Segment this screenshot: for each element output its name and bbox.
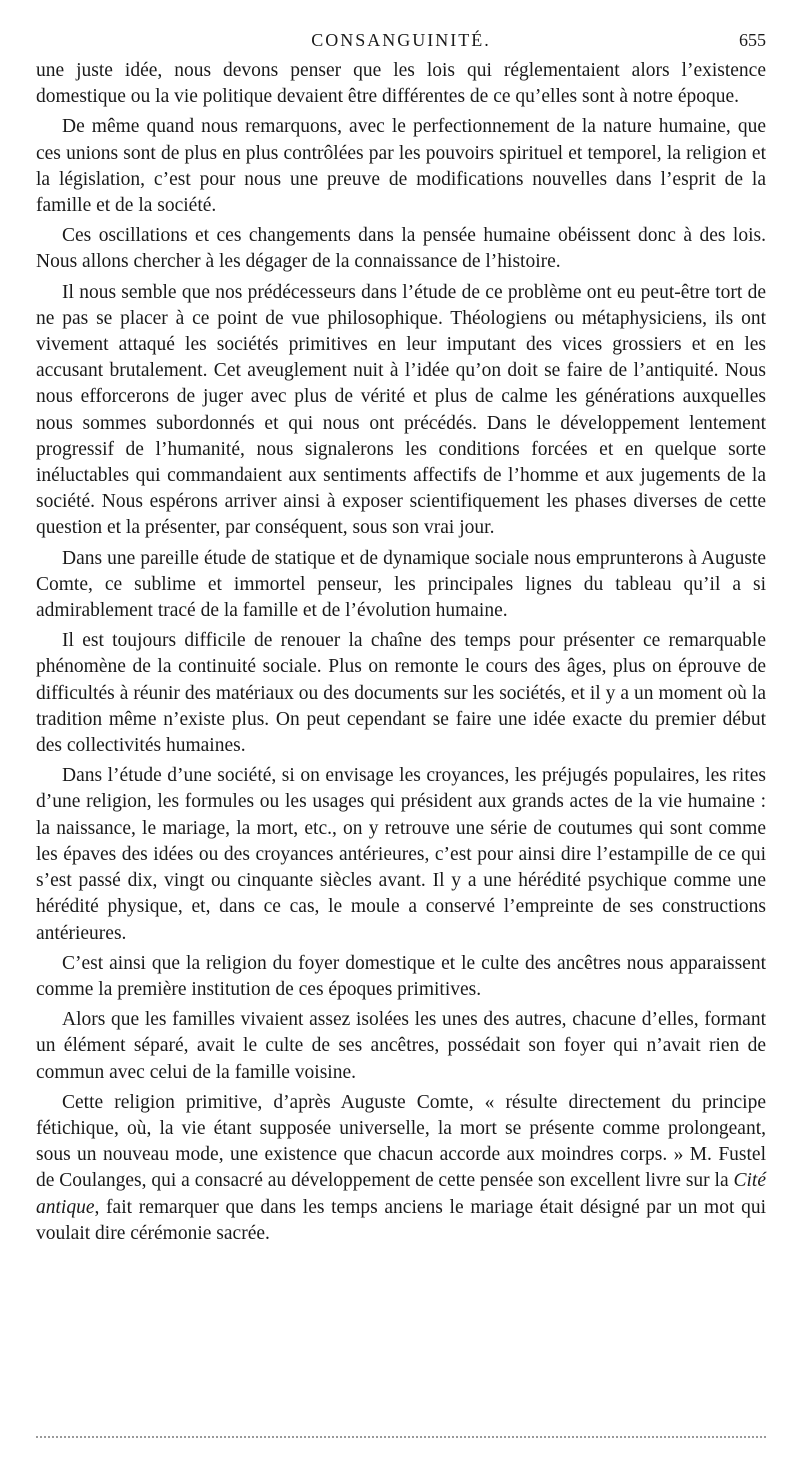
paragraph: Il est toujours difficile de renouer la chaîne des temps pour présenter ce remarquable phénomène de la continuité sociale. Plus on remonte le cours des âges, plus on éprouve de difficultés à réunir des matériaux ou des documents sur les sociétés, et il y a un moment où la tradition même n’existe plus. On peut cependant se faire une idée exacte du premier début des collectivités humaines.	[36, 630, 766, 757]
bottom-rule	[36, 1436, 766, 1438]
paragraph	[36, 1090, 766, 1247]
book-page	[36, 24, 766, 1247]
paragraph: Dans une pareille étude de statique et de dynamique sociale nous emprunterons à Auguste Comte, ce sublime et immortel penseur, les principales lignes du tableau qu’il a si admirablement tracé de la famille et de l’évolution humaine.	[36, 547, 766, 622]
body-text	[36, 58, 766, 1247]
paragraph: Alors que les familles vivaient assez isolées les unes des autres, chacune d’elles, formant un élément séparé, avait le culte de ses ancêtres, possédait son foyer qui n’avait rien de commun avec celui de la famille voisine.	[36, 1009, 766, 1083]
running-title: CONSANGUINITÉ.	[311, 30, 491, 50]
paragraph-text: , fait remarquer que dans les temps anciens le mariage était désigné par un mot qui voulait dire cérémonie sacrée.	[36, 1196, 766, 1244]
paragraph-text: Cette religion primitive, d’après Auguste Comte, « résulte directement du principe fétichique, où, la vie étant supposée universelle, la mort se présente comme prolongeant, sous un nouveau mode, une existence que chacun accorde aux moindres corps. » M. Fustel de Coulanges, qui a consacré au développement de cette pensée son excellent livre sur la	[36, 1091, 766, 1192]
paragraph: De même quand nous remarquons, avec le perfectionnement de la nature humaine, que ces unions sont de plus en plus contrôlées par les pouvoirs spirituel et temporel, la religion et la législation, c’est pour nous une preuve de modifications nouvelles dans l’esprit de la famille et de la société.	[36, 116, 766, 217]
paragraph: Dans l’étude d’une société, si on envisage les croyances, les préjugés populaires, les rites d’une religion, les formules ou les usages qui président aux grands actes de la vie humaine : la naissance, le mariage, la mort, etc., on y retrouve une série de coutumes qui sont comme les épaves des idées ou des croyances antérieures, c’est pour ainsi dire l’estampille de ce qui s’est passé dix, vingt ou cinquante siècles avant. Il y a une hérédité psychique comme une hérédité physique, et, dans ce cas, le moule a conservé l’empreinte de ses constructions antérieures.	[36, 765, 766, 944]
paragraph: Il nous semble que nos prédécesseurs dans l’étude de ce problème ont eu peut-être tort de ne pas se placer à ce point de vue philosophique. Théologiens ou métaphysiciens, ils ont vivement attaqué les sociétés primitives en leur imputant des vices grossiers et en les accusant brutalement. Cet aveuglement nuit à l’idée qu’on doit se faire de l’antiquité. Nous nous efforcerons de juger avec plus de vérité et plus de calme les générations auxquelles nous sommes subordonnés et qui nous ont précédés. Dans le développement lentement progressif de l’humanité, nous signalerons les conditions forcées et en quelque sorte inéluctables qui commandaient aux sentiments affectifs de l’homme et aux jugements de la société. Nous espérons arriver ainsi à exposer scientifiquement les phases diverses de cette question et la présenter, par conséquent, sous son vrai jour.	[36, 281, 766, 539]
paragraph: C’est ainsi que la religion du foyer domestique et le culte des ancêtres nous apparaissent comme la première institution de ces époques primitives.	[36, 952, 766, 1000]
page-number: 655	[739, 30, 766, 50]
paragraph: Ces oscillations et ces changements dans la pensée humaine obéissent donc à des lois. Nous allons chercher à les dégager de la connaissance de l’histoire.	[36, 225, 766, 273]
paragraph: une juste idée, nous devons penser que les lois qui réglementaient alors l’existence domestique ou la vie politique devaient être différentes de ce qu’elles sont à notre époque.	[36, 60, 766, 108]
book-title: Cité antique	[36, 1170, 766, 1218]
running-head	[36, 24, 766, 58]
